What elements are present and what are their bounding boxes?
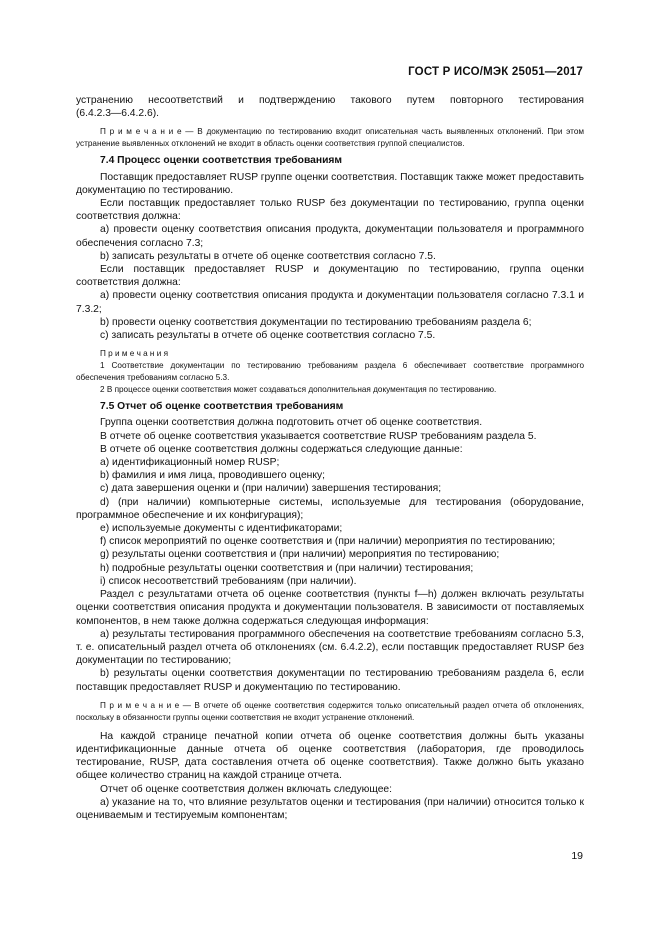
s75-list-item: b) фамилия и имя лица, проводившего оценку; (100, 470, 325, 482)
note-deviations (76, 126, 584, 150)
section-7-5-title: 7.5 Отчет об оценке соответствия требованиям (100, 401, 344, 413)
s75-paragraph-4: Раздел с результатами отчета об оценке соответствия (пункты f—h) должен включать результаты оценки соответствия описания продукта и документации пользователя. В зависимости от поставляемых компонентов, в нем также должна содержаться следующая информация: (76, 589, 584, 627)
word: подтверждению (258, 95, 336, 106)
continuation-line-2: (6.4.2.3—6.4.2.6). (76, 108, 159, 120)
document-body (76, 94, 584, 822)
s75-paragraph-5: На каждой странице печатной копии отчета об оценке соответствия должны быть указаны идентификационные данные отчета об оценке соответствия (лаборатория, где проводилось тестирование, RUSP, дата составления отчета об оценке соответствия). Также должно быть указано общее количество страниц на каждой странице отчета. (76, 730, 584, 782)
s74-item-b2: b) провести оценку соответствия документации по тестированию требованиям раздела 6; (100, 316, 532, 328)
s75-list-item: g) результаты оценки соответствия и (при наличии) мероприятия по тестированию; (100, 549, 500, 561)
s75-item-b: b) результаты оценки соответствия документации по тестированию требованиям раздела 6, если поставщик предоставляет RUSP и документацию по тестированию. (76, 668, 584, 693)
s74-item-a1: а) провести оценку соответствия описания продукта, документации пользователя и программного обеспечения согласно 7.3; (76, 224, 584, 249)
word: повторного (450, 95, 504, 106)
note-report (76, 700, 584, 724)
note-2: 2 В процессе оценки соответствия может создаваться дополнительная документация по тестированию. (100, 385, 497, 395)
note-1: 1 Соответствие документации по тестированию требованиям раздела 6 обеспечивает соответствие программного обеспечения требованиям согласно 5.3. (76, 361, 584, 383)
s75-list-item: а) идентификационный номер RUSP; (100, 457, 280, 469)
note-label: П р и м е ч а н и е — (100, 700, 191, 710)
s75-paragraph-2: В отчете об оценке соответствия указывается соответствие RUSP требованиям раздела 5. (100, 430, 537, 442)
notes-label: П р и м е ч а н и я (100, 349, 169, 359)
s74-paragraph-1: Поставщик предоставляет RUSP группе оценки соответствия. Поставщик также может предоставить документацию по тестированию. (76, 171, 584, 196)
page-number: 19 (571, 850, 583, 862)
word: тестирования (518, 95, 584, 106)
word: такового (350, 95, 392, 106)
s75-list-item: i) список несоответствий требованиям (при наличии). (100, 575, 357, 587)
word: устранению (76, 95, 133, 106)
word: и (238, 95, 244, 106)
document-header: ГОСТ Р ИСО/МЭК 25051—2017 (408, 66, 583, 78)
s75-paragraph-6: Отчет об оценке соответствия должен включать следующее: (100, 783, 393, 795)
s74-item-b1: b) записать результаты в отчете об оценке соответствия согласно 7.5. (100, 250, 436, 262)
s75-list-item: h) подробные результаты оценки соответствия и (при наличии) тестирования; (100, 562, 474, 574)
section-7-4-title: 7.4 Процесс оценки соответствия требованиям (100, 155, 343, 167)
s74-paragraph-3: Если поставщик предоставляет RUSP и документацию по тестированию, группа оценки соответствия должна: (76, 264, 584, 289)
s75-list-item: f) список мероприятий по оценке соответствия и (при наличии) мероприятия по тестированию; (100, 536, 556, 548)
s75-item-a: а) результаты тестирования программного обеспечения на соответствие требованиям согласно 5.3, т. е. описательный раздел отчета об отклонениях (см. 6.4.2.2), если поставщик предоставляет RUSP без документации по тестированию; (76, 628, 584, 667)
word: несоответствий (148, 95, 223, 106)
s75-list-item: c) дата завершения оценки и (при наличии) завершения тестирования; (100, 483, 442, 495)
word: путем (406, 95, 435, 106)
s74-paragraph-2: Если поставщик предоставляет только RUSP без документации по тестированию, группа оценки соответствия должна: (76, 198, 584, 223)
s74-item-c2: c) записать результаты в отчете об оценке соответствия согласно 7.5. (100, 330, 436, 342)
continuation-line (76, 94, 584, 107)
s74-item-a2: а) провести оценку соответствия описания продукта и документации пользователя согласно 7.3.1 и 7.3.2; (76, 290, 584, 315)
s75-paragraph-1: Группа оценки соответствия должна подготовить отчет об оценке соответствия. (100, 417, 483, 429)
note-text: В документацию по тестированию входит описательная часть выявленных отклонений. При этом устранение выявленных отклонений не входит в область оценки соответствия группой специалистов. (76, 127, 584, 149)
s75-item-a6: а) указание на то, что влияние результатов оценки и тестирования (при наличии) относится только к оцениваемым и тестируемым компонентам; (76, 796, 584, 821)
s75-paragraph-3: В отчете об оценке соответствия должны содержаться следующие данные: (100, 443, 463, 455)
note-label: П р и м е ч а н и е — (100, 127, 194, 137)
s75-list-item: d) (при наличии) компьютерные системы, используемые для тестирования (оборудование, программное обеспечение и их конфигурация); (76, 496, 584, 521)
s75-list-item: e) используемые документы с идентификаторами; (100, 523, 343, 535)
note-text: В отчете об оценке соответствия содержится только описательный раздел отчета об отклонениях, поскольку в обязанности группы оценки соответствия не входит устранение отклонений. (76, 700, 584, 722)
